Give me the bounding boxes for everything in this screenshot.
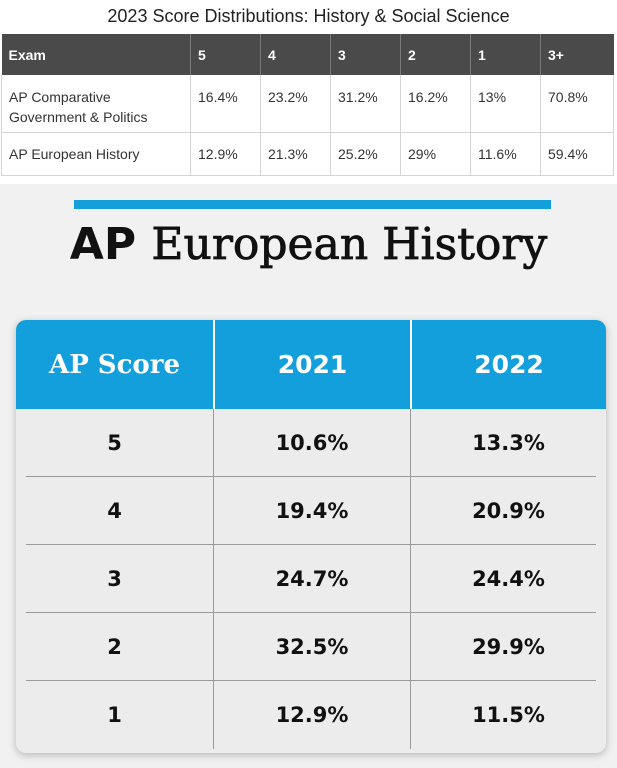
infographic	[0, 184, 617, 768]
table-cell: 59.4%	[541, 132, 614, 175]
column-header-5: 5	[191, 34, 261, 75]
percent-2022-cell: 13.3%	[410, 409, 606, 477]
score-distribution-table	[1, 34, 614, 176]
column-header-1: 1	[471, 34, 541, 75]
table-cell: 23.2%	[261, 75, 331, 132]
score-cell: 3	[107, 567, 122, 591]
score-comparison-card	[16, 320, 606, 753]
score-cell: 5	[107, 431, 122, 455]
score-row	[16, 477, 606, 545]
table-cell: 16.2%	[401, 75, 471, 132]
score-cell: 2	[107, 635, 122, 659]
table-cell: 13%	[471, 75, 541, 132]
header-2021: 2021	[213, 320, 410, 409]
column-header-4: 4	[261, 34, 331, 75]
infographic-title-ap: AP	[69, 219, 137, 270]
percent-2021-cell: 24.7%	[213, 545, 410, 613]
percent-2021-cell: 19.4%	[213, 477, 410, 545]
card-body	[16, 409, 606, 749]
table-cell: 16.4%	[191, 75, 261, 132]
percent-2022-cell: 20.9%	[410, 477, 606, 545]
table-cell: 12.9%	[191, 132, 261, 175]
percent-2021-cell: 12.9%	[213, 681, 410, 749]
percent-2022-cell: 29.9%	[410, 613, 606, 681]
table-cell: 11.6%	[471, 132, 541, 175]
accent-bar	[74, 200, 551, 209]
exam-name-cell: AP Comparative Government & Politics	[2, 75, 191, 132]
table-row	[2, 75, 614, 132]
score-row	[16, 545, 606, 613]
score-row	[16, 681, 606, 749]
percent-2022-cell: 11.5%	[410, 681, 606, 749]
header-2022: 2022	[410, 320, 606, 409]
column-header-exam: Exam	[2, 34, 191, 75]
exam-name-cell: AP European History	[2, 132, 191, 175]
column-header-3plus: 3+	[541, 34, 614, 75]
score-row	[16, 409, 606, 477]
card-header-row	[16, 320, 606, 409]
column-header-3: 3	[331, 34, 401, 75]
percent-2021-cell: 32.5%	[213, 613, 410, 681]
percent-2022-cell: 24.4%	[410, 545, 606, 613]
table-cell: 70.8%	[541, 75, 614, 132]
score-cell: 1	[107, 703, 122, 727]
score-cell: 4	[107, 499, 122, 523]
table-row	[2, 132, 614, 175]
table-header-row	[2, 34, 614, 75]
table-cell: 29%	[401, 132, 471, 175]
score-row	[16, 613, 606, 681]
table-cell: 21.3%	[261, 132, 331, 175]
column-header-2: 2	[401, 34, 471, 75]
header-ap-score: AP Score	[49, 349, 180, 380]
infographic-title-subject: European History	[151, 219, 548, 270]
percent-2021-cell: 10.6%	[213, 409, 410, 477]
page-title: 2023 Score Distributions: History & Social Science	[107, 6, 510, 26]
table-cell: 25.2%	[331, 132, 401, 175]
infographic-title	[0, 212, 617, 278]
table-cell: 31.2%	[331, 75, 401, 132]
